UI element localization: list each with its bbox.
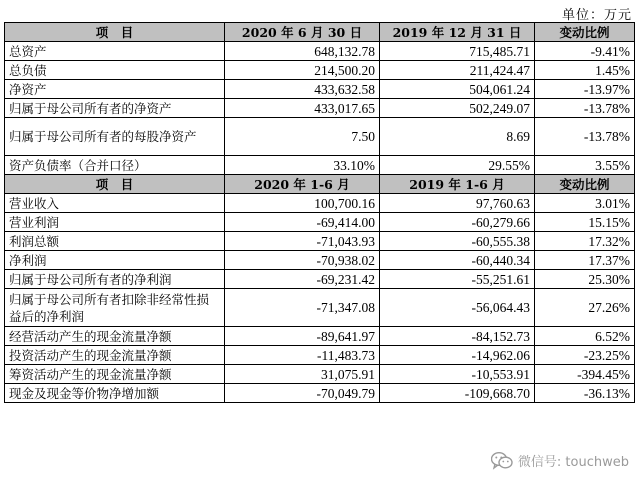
change-ratio: 3.55%: [535, 156, 635, 175]
value-prior: -60,440.34: [380, 251, 535, 270]
row-label: 营业收入: [5, 194, 225, 213]
table-row: [5, 251, 635, 270]
table-row: [5, 270, 635, 289]
section2-header-row: [5, 175, 635, 194]
table-row: [5, 156, 635, 175]
row-label: 归属于母公司所有者扣除非经常性损益后的净利润: [5, 289, 225, 327]
row-label: 筹资活动产生的现金流量净额: [5, 365, 225, 384]
value-prior: -14,962.06: [380, 346, 535, 365]
table-row: [5, 194, 635, 213]
header-col-2019-12-31: 2019 年 12 月 31 日: [380, 23, 535, 42]
table-row: [5, 99, 635, 118]
table-row: [5, 384, 635, 403]
table-row: [5, 327, 635, 346]
row-label: 现金及现金等价物净增加额: [5, 384, 225, 403]
change-ratio: -394.45%: [535, 365, 635, 384]
row-label: 总负债: [5, 61, 225, 80]
value-prior: 504,061.24: [380, 80, 535, 99]
value-current: 7.50: [225, 118, 380, 156]
change-ratio: 15.15%: [535, 213, 635, 232]
row-label: 净利润: [5, 251, 225, 270]
table-row: [5, 365, 635, 384]
row-label: 经营活动产生的现金流量净额: [5, 327, 225, 346]
value-prior: -109,668.70: [380, 384, 535, 403]
value-current: -70,049.79: [225, 384, 380, 403]
row-label: 归属于母公司所有者的净资产: [5, 99, 225, 118]
row-label: 归属于母公司所有者的每股净资产: [5, 118, 225, 156]
row-label: 净资产: [5, 80, 225, 99]
financial-table: [4, 22, 635, 403]
change-ratio: -13.78%: [535, 118, 635, 156]
row-label: 资产负债率（合并口径）: [5, 156, 225, 175]
value-current: -71,043.93: [225, 232, 380, 251]
change-ratio: 1.45%: [535, 61, 635, 80]
section1-header-row: [5, 23, 635, 42]
row-label: 总资产: [5, 42, 225, 61]
value-current: 33.10%: [225, 156, 380, 175]
value-current: -11,483.73: [225, 346, 380, 365]
watermark-text: 微信号: touchweb: [517, 455, 629, 470]
watermark: [491, 451, 629, 470]
change-ratio: 17.32%: [535, 232, 635, 251]
value-current: 214,500.20: [225, 61, 380, 80]
value-prior: 29.55%: [380, 156, 535, 175]
change-ratio: -13.97%: [535, 80, 635, 99]
table-row: [5, 346, 635, 365]
change-ratio: -9.41%: [535, 42, 635, 61]
value-prior: -84,152.73: [380, 327, 535, 346]
row-label: 归属于母公司所有者的净利润: [5, 270, 225, 289]
table-row: [5, 42, 635, 61]
table-row: [5, 80, 635, 99]
value-prior: -10,553.91: [380, 365, 535, 384]
value-current: -71,347.08: [225, 289, 380, 327]
value-prior: 502,249.07: [380, 99, 535, 118]
value-prior: 97,760.63: [380, 194, 535, 213]
value-prior: -60,555.38: [380, 232, 535, 251]
row-label: 营业利润: [5, 213, 225, 232]
value-current: -69,231.42: [225, 270, 380, 289]
change-ratio: 3.01%: [535, 194, 635, 213]
header-col-2020-06-30: 2020 年 6 月 30 日: [225, 23, 380, 42]
table-row: [5, 289, 635, 327]
value-current: 648,132.78: [225, 42, 380, 61]
header-col-2020-h1: 2020 年 1-6 月: [225, 175, 380, 194]
value-prior: -60,279.66: [380, 213, 535, 232]
table-row: [5, 232, 635, 251]
value-prior: 211,424.47: [380, 61, 535, 80]
header-col-2019-h1: 2019 年 1-6 月: [380, 175, 535, 194]
value-current: 100,700.16: [225, 194, 380, 213]
change-ratio: -13.78%: [535, 99, 635, 118]
value-current: 433,632.58: [225, 80, 380, 99]
value-prior: -56,064.43: [380, 289, 535, 327]
header-change: 变动比例: [535, 23, 635, 42]
change-ratio: 17.37%: [535, 251, 635, 270]
value-current: 31,075.91: [225, 365, 380, 384]
change-ratio: -23.25%: [535, 346, 635, 365]
value-prior: 8.69: [380, 118, 535, 156]
wechat-icon: [491, 452, 513, 470]
value-current: 433,017.65: [225, 99, 380, 118]
header-change: 变动比例: [535, 175, 635, 194]
value-prior: 715,485.71: [380, 42, 535, 61]
unit-label: 单位：万元: [561, 8, 632, 23]
change-ratio: 25.30%: [535, 270, 635, 289]
value-prior: -55,251.61: [380, 270, 535, 289]
table-row: [5, 213, 635, 232]
value-current: -89,641.97: [225, 327, 380, 346]
table-row: [5, 118, 635, 156]
change-ratio: 6.52%: [535, 327, 635, 346]
table-row: [5, 61, 635, 80]
value-current: -70,938.02: [225, 251, 380, 270]
row-label: 投资活动产生的现金流量净额: [5, 346, 225, 365]
header-item: 项 目: [5, 23, 225, 42]
row-label: 利润总额: [5, 232, 225, 251]
value-current: -69,414.00: [225, 213, 380, 232]
change-ratio: -36.13%: [535, 384, 635, 403]
change-ratio: 27.26%: [535, 289, 635, 327]
header-item: 项 目: [5, 175, 225, 194]
